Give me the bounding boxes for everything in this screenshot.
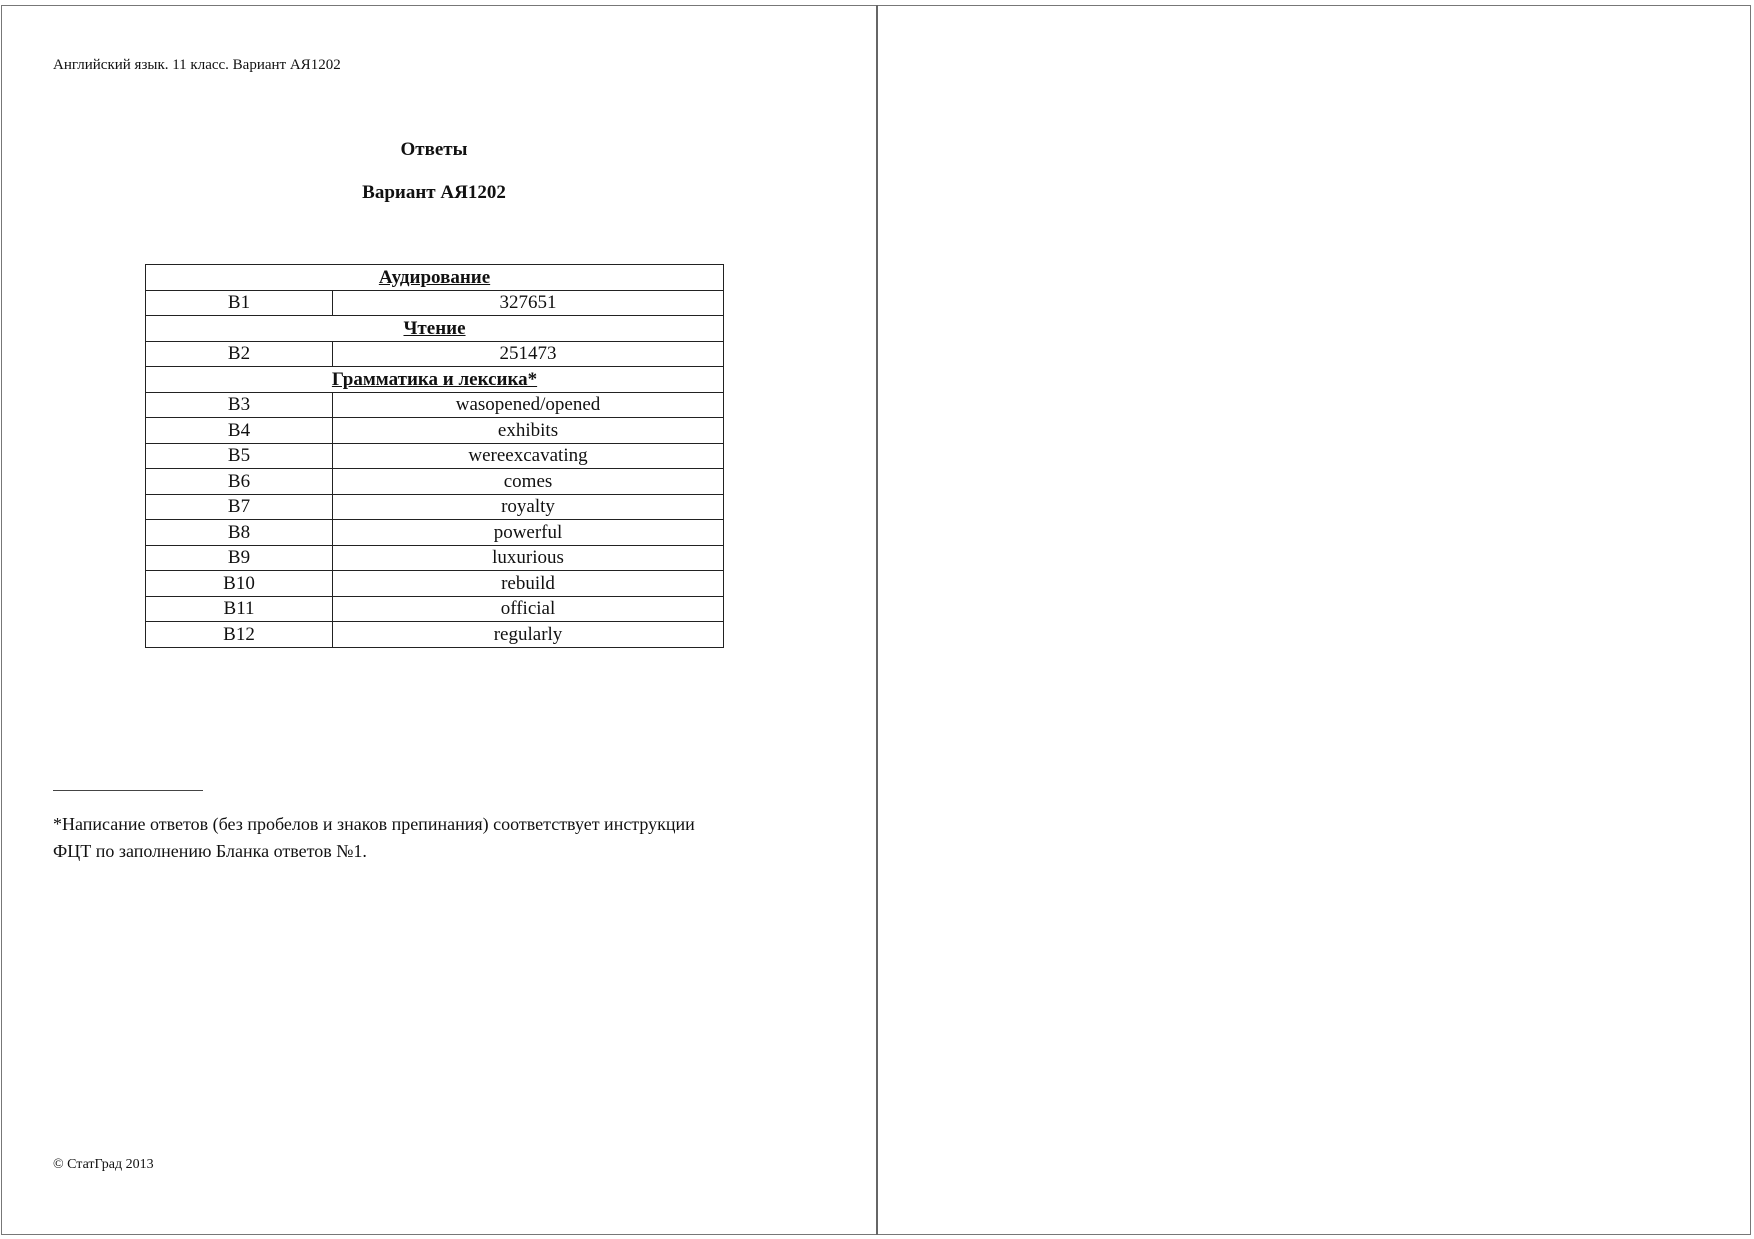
table-row: [146, 571, 724, 597]
section-title-reading: Чтение: [146, 316, 724, 342]
answer-value: 327651: [333, 290, 724, 316]
running-header: Английский язык. 11 класс. Вариант АЯ1202: [53, 57, 341, 73]
table-row: [146, 469, 724, 495]
table-row: [146, 418, 724, 444]
table-row: [146, 622, 724, 648]
answer-value: 251473: [333, 341, 724, 367]
copyright: © СтатГрад 2013: [53, 1157, 154, 1172]
variant-title: Вариант АЯ1202: [362, 182, 506, 203]
answer-value: powerful: [333, 520, 724, 546]
footnote-line: ФЦТ по заполнению Бланка ответов №1.: [53, 841, 367, 861]
answer-value: wasopened/opened: [333, 392, 724, 418]
task-number: B1: [146, 290, 333, 316]
footnote-separator: [53, 790, 203, 791]
table-row: [146, 443, 724, 469]
answer-value: regularly: [333, 622, 724, 648]
task-number: B8: [146, 520, 333, 546]
task-number: B9: [146, 545, 333, 571]
answer-value: luxurious: [333, 545, 724, 571]
answers-table: [145, 264, 724, 648]
task-number: B10: [146, 571, 333, 597]
table-row: [146, 596, 724, 622]
task-number: B5: [146, 443, 333, 469]
section-title-grammar: Грамматика и лексика*: [146, 367, 724, 393]
task-number: B3: [146, 392, 333, 418]
table-row: [146, 290, 724, 316]
table-row: [146, 392, 724, 418]
answer-value: royalty: [333, 494, 724, 520]
page-left: [0, 0, 876, 1239]
section-title-listening: Аудирование: [146, 265, 724, 291]
table-row: [146, 520, 724, 546]
answer-value: exhibits: [333, 418, 724, 444]
task-number: B11: [146, 596, 333, 622]
answer-value: official: [333, 596, 724, 622]
footnote-line: *Написание ответов (без пробелов и знаков препинания) соответствует инструкции: [53, 814, 695, 834]
answer-value: comes: [333, 469, 724, 495]
answer-value: rebuild: [333, 571, 724, 597]
document-title: Ответы: [400, 139, 468, 160]
task-number: B2: [146, 341, 333, 367]
task-number: B6: [146, 469, 333, 495]
footnote: [53, 811, 813, 865]
section-header-row: [146, 367, 724, 393]
section-header-row: [146, 265, 724, 291]
page-right-blank: [878, 0, 1750, 1239]
table-row: [146, 341, 724, 367]
answer-value: wereexcavating: [333, 443, 724, 469]
table-row: [146, 545, 724, 571]
task-number: B4: [146, 418, 333, 444]
table-row: [146, 494, 724, 520]
task-number: B7: [146, 494, 333, 520]
section-header-row: [146, 316, 724, 342]
task-number: B12: [146, 622, 333, 648]
